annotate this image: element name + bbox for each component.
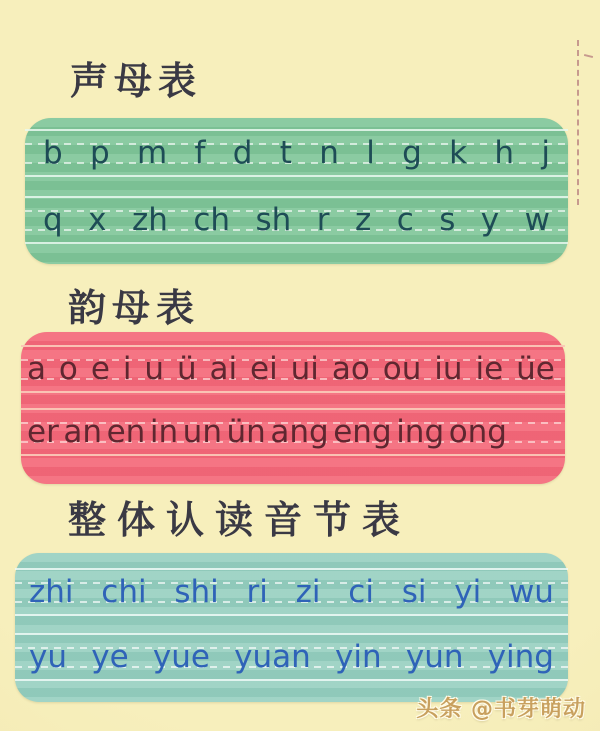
pinyin-letter: eng	[333, 414, 392, 450]
pinyin-letter: b	[43, 135, 63, 171]
pinyin-letter: d	[232, 135, 253, 171]
pinyin-letter: ün	[226, 414, 266, 450]
writing-staff-initials-row2	[25, 196, 568, 244]
writing-staff-syllables-row2	[15, 633, 568, 681]
section-title-initials: 声母表	[70, 58, 203, 103]
writing-staff-finals-row2	[21, 408, 565, 456]
whole-syllables-panel	[15, 553, 568, 702]
pinyin-letter: e	[90, 351, 110, 387]
pinyin-letter: t	[279, 135, 292, 171]
pinyin-letter: ou	[382, 351, 422, 387]
pinyin-letter: k	[449, 135, 468, 171]
pinyin-letter: u	[144, 351, 165, 387]
pinyin-letter: q	[43, 202, 63, 238]
pinyin-letter: ci	[348, 574, 374, 610]
pinyin-letter: üe	[516, 351, 555, 387]
pinyin-letter: yuan	[234, 639, 311, 675]
pinyin-letter: x	[88, 202, 107, 238]
pinyin-letter: ü	[176, 351, 197, 387]
pinyin-letter: an	[63, 414, 103, 450]
pinyin-letter: w	[524, 202, 550, 238]
pinyin-letter: z	[354, 202, 372, 238]
pinyin-letter: si	[401, 574, 427, 610]
page-tick-mark	[584, 54, 593, 58]
pinyin-letter: ong	[448, 414, 507, 450]
pinyin-letter: o	[58, 351, 78, 387]
pinyin-letter: ei	[250, 351, 278, 387]
pinyin-letter: ch	[193, 202, 231, 238]
pinyin-letter: n	[319, 135, 339, 171]
writing-staff-syllables-row1	[15, 568, 568, 616]
pinyin-letter: er	[27, 414, 59, 450]
pinyin-letter: i	[122, 351, 132, 387]
section-title-finals: 韵母表	[68, 285, 201, 330]
pinyin-letter: ing	[396, 414, 445, 450]
pinyin-letter: yun	[405, 639, 464, 675]
pinyin-letter: in	[149, 414, 179, 450]
pinyin-letter: r	[316, 202, 330, 238]
pinyin-letter: y	[480, 202, 500, 238]
pinyin-letter: iu	[434, 351, 463, 387]
pinyin-letter: j	[541, 135, 550, 171]
pinyin-letter: m	[137, 135, 168, 171]
pinyin-letter: c	[396, 202, 414, 238]
pinyin-letter: yi	[454, 574, 482, 610]
pinyin-letter: yu	[29, 639, 67, 675]
pinyin-letter: p	[90, 135, 110, 171]
pinyin-letter: yue	[152, 639, 210, 675]
pinyin-letter: wu	[508, 574, 554, 610]
pinyin-letter: zhi	[29, 574, 74, 610]
pinyin-letter: chi	[101, 574, 147, 610]
pinyin-letter: zi	[295, 574, 321, 610]
pinyin-letter: zh	[131, 202, 168, 238]
pinyin-letter: ang	[270, 414, 329, 450]
finals-panel	[21, 332, 565, 484]
pinyin-letter: ying	[487, 639, 554, 675]
pinyin-letter: yin	[335, 639, 382, 675]
pinyin-letter: ai	[209, 351, 238, 387]
page-fold-dashed-line	[577, 40, 579, 205]
pinyin-letter: ie	[475, 351, 504, 387]
pinyin-letter: shi	[174, 574, 219, 610]
pinyin-letter: un	[182, 414, 222, 450]
pinyin-letter: ui	[290, 351, 319, 387]
pinyin-letter: en	[106, 414, 146, 450]
pinyin-letter: a	[27, 351, 46, 387]
initials-panel	[25, 118, 568, 264]
pinyin-letter: ye	[91, 639, 129, 675]
pinyin-letter: h	[494, 135, 515, 171]
pinyin-letter: f	[194, 135, 206, 171]
pinyin-letter: s	[439, 202, 456, 238]
pinyin-letter: ri	[246, 574, 268, 610]
pinyin-letter: sh	[255, 202, 292, 238]
pinyin-letter: g	[402, 135, 422, 171]
toutiao-watermark: 头条 @书芽萌动	[416, 697, 586, 722]
writing-staff-finals-row1	[21, 345, 565, 393]
pinyin-letter: l	[366, 135, 375, 171]
writing-staff-initials-row1	[25, 129, 568, 177]
section-title-whole-syllables: 整体认读音节表	[68, 497, 412, 542]
pinyin-letter: ao	[331, 351, 370, 387]
